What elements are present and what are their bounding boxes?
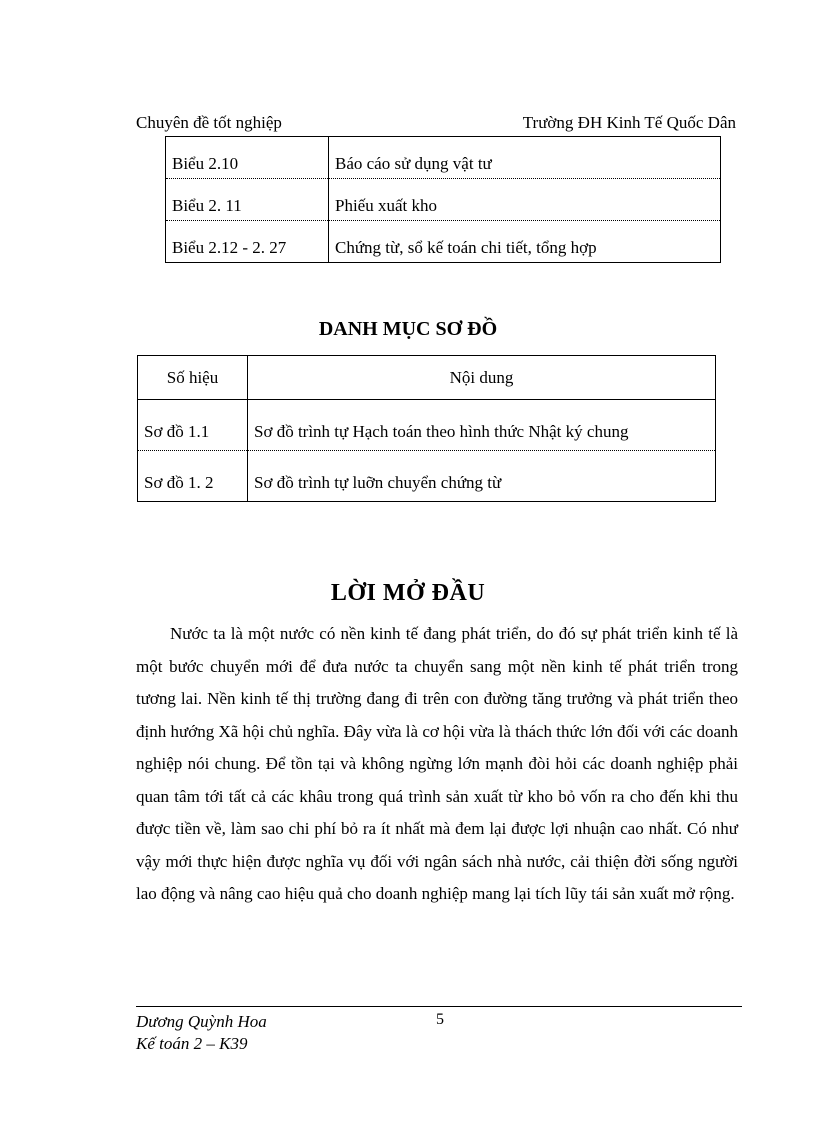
header-right-title: Trường ĐH Kinh Tế Quốc Dân [522,113,736,132]
so-do-code: Sơ đồ 1.1 [138,400,248,451]
intro-paragraph: Nước ta là một nước có nền kinh tế đang phát triển, do đó sự phát triển kinh tế là một bước chuyển mới để đưa nước ta chuyển sang một nền kinh tế phát triển trong tương lai. Nền kinh tế thị trường đang đi trên con đường tăng trưởng và phát triển theo định hướng Xã hội chủ nghĩa. Đây vừa là cơ hội vừa là thách thức lớn đối với các doanh nghiệp nói chung. Để tồn tại và không ngừng lớn mạnh đòi hỏi các doanh nghiệp phải quan tâm tới tất cả các khâu trong quá trình sản xuất từ kho bỏ vốn ra cho đến khi thu được tiền về, làm sao chi phí bỏ ra ít nhất mà đem lại được lợi nhuận cao nhất. Có như vậy mới thực hiện được nghĩa vụ đối với ngân sách nhà nước, cải thiện đời sống người lao động và nâng cao hiệu quả cho doanh nghiệp mang lại tích lũy tái sản xuất mở rộng. [136,624,738,903]
so-do-description: Sơ đồ trình tự Hạch toán theo hình thức Nhật ký chung [248,400,716,451]
author-name: Dương Quỳnh Hoa [136,1012,267,1031]
bieu-description: Chứng từ, sổ kế toán chi tiết, tổng hợp [335,238,597,257]
table-row [138,400,716,451]
column-header-noi-dung: Nội dung [248,356,716,400]
so-do-description: Sơ đồ trình tự luỡn chuyển chứng từ [254,473,502,492]
so-do-table [137,355,716,502]
column-header-so-hieu: Số hiệu [138,356,248,400]
bieu-code: Biểu 2. 11 [166,179,329,221]
footer-author-block [136,1011,267,1055]
page-header [136,113,736,135]
table-header-row [138,356,716,400]
danh-muc-so-do-title: DANH MỤC SƠ ĐỒ [318,318,498,340]
loi-mo-dau-title: LỜI MỞ ĐẦU [330,580,486,606]
table-row [166,137,721,179]
table-row [138,451,716,502]
table-row [166,221,721,263]
table-row [166,179,721,221]
page-number: 5 [436,1011,444,1028]
bieu-code: Biểu 2.10 [166,137,329,179]
footer-divider [136,1006,742,1007]
bieu-description: Phiếu xuất kho [329,179,721,221]
bieu-table [165,136,721,263]
bieu-code: Biểu 2.12 - 2. 27 [166,221,329,263]
author-class: Kế toán 2 – K39 [136,1034,248,1053]
header-left-title: Chuyên đề tốt nghiệp [136,113,282,132]
so-do-code: Sơ đồ 1. 2 [138,451,248,502]
bieu-description: Báo cáo sử dụng vật tư [329,137,721,179]
